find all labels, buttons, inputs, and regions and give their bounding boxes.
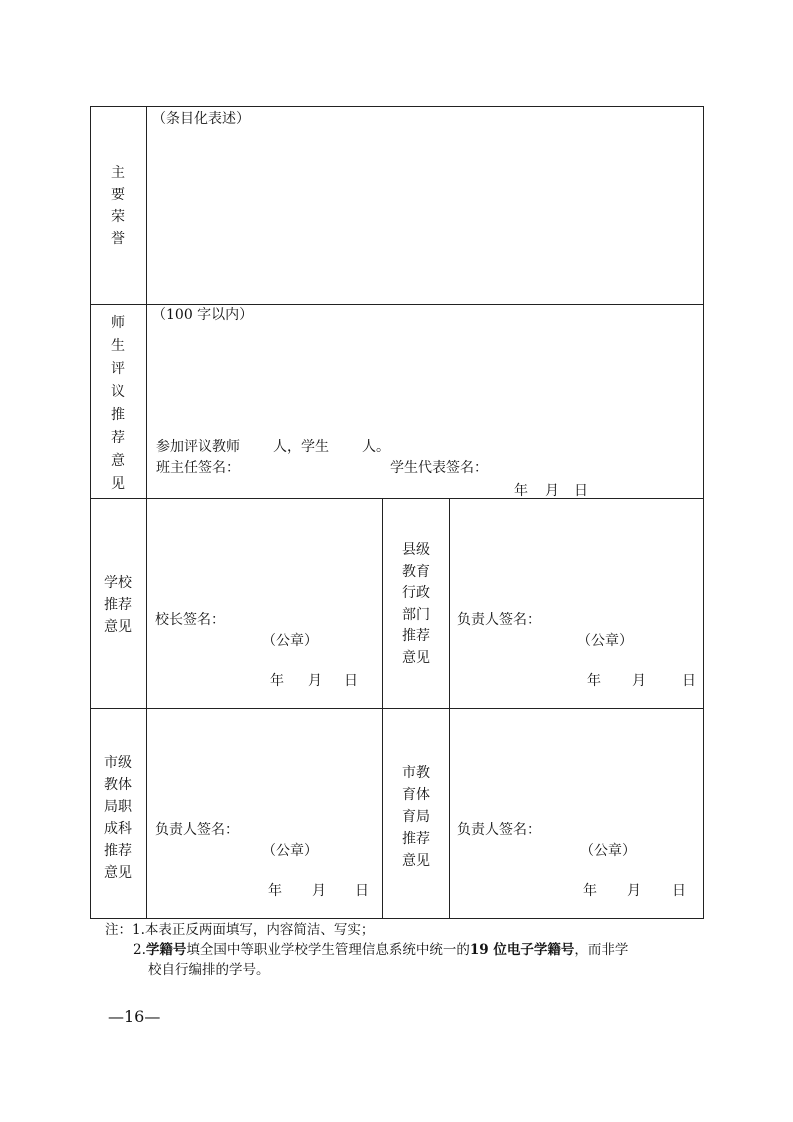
note-2-num: 2. (133, 942, 146, 958)
city-education-label (383, 762, 449, 872)
city-edu-date-day: 日 (672, 883, 686, 899)
row-divider-1 (90, 304, 704, 305)
note-2-bold-electronic-id: 19 位电子学籍号 (469, 942, 575, 958)
school-label-line: 推荐 (104, 597, 132, 613)
evaluation-date-month: 月 (545, 483, 559, 499)
county-recommend-label (383, 540, 449, 669)
city-edu-seal: （公章） (580, 843, 636, 859)
honors-label-line: 誉 (111, 231, 125, 247)
city-bureau-label (90, 752, 146, 884)
school-recommend-label (90, 572, 146, 638)
city-edu-label-line: 推荐 (402, 831, 430, 847)
participants-prefix: 参加评议教师 (156, 439, 240, 455)
evaluation-label-line: 推 (111, 407, 125, 423)
county-label-line: 部门 (402, 606, 430, 623)
honors-label-line: 要 (111, 187, 125, 203)
city-bureau-responsible-sign: 负责人签名： (155, 822, 239, 838)
evaluation-date-day: 日 (574, 483, 588, 499)
table-border-top (90, 106, 704, 107)
note-2-end: ，而非学 (574, 942, 629, 958)
row-divider-3 (90, 708, 704, 709)
evaluation-label-line: 师 (111, 315, 125, 331)
note-2 (133, 940, 628, 960)
city-bureau-seal: （公章） (262, 843, 318, 859)
county-label-line: 行政 (402, 585, 430, 601)
county-responsible-sign: 负责人签名： (457, 612, 541, 628)
participants-student-unit: 人。 (362, 439, 390, 455)
county-date-day: 日 (682, 673, 696, 689)
city-label-line: 意见 (104, 865, 132, 881)
city-edu-label-line: 意见 (402, 853, 430, 869)
county-seal: （公章） (577, 633, 633, 649)
county-label-line: 意见 (402, 649, 430, 666)
principal-sign: 校长签名： (155, 612, 225, 628)
city-bureau-date-month: 月 (312, 883, 326, 899)
evaluation-label (90, 312, 146, 496)
county-label-line: 教育 (402, 563, 430, 580)
school-seal: （公章） (262, 633, 318, 649)
city-edu-label-line: 育体 (402, 787, 430, 803)
school-label-line: 学校 (104, 575, 132, 591)
county-label-line: 推荐 (402, 628, 430, 644)
county-date-month: 月 (632, 673, 646, 689)
evaluation-label-line: 评 (111, 361, 125, 377)
page-number: —16— (108, 1007, 161, 1026)
honors-input-area[interactable] (147, 130, 703, 303)
city-edu-responsible-sign: 负责人签名： (457, 822, 541, 838)
city-label-line: 市级 (104, 755, 132, 771)
city-edu-label-line: 育局 (402, 809, 430, 825)
school-label-line: 意见 (104, 619, 132, 635)
honors-label-line: 主 (111, 165, 125, 181)
honors-hint: （条目化表述） (152, 111, 250, 127)
city-label-line: 教体 (104, 777, 132, 793)
evaluation-date-year: 年 (514, 483, 528, 499)
city-label-line: 局职 (104, 799, 132, 815)
city-label-line: 推荐 (104, 843, 132, 859)
county-date-year: 年 (587, 673, 601, 689)
honors-label (90, 162, 146, 250)
row-divider-2 (90, 498, 704, 499)
city-bureau-date-year: 年 (268, 883, 282, 899)
school-date-day: 日 (344, 673, 358, 689)
note-2-bold-student-id: 学籍号 (145, 942, 187, 958)
school-date-month: 月 (308, 673, 322, 689)
note-2-line2: 校自行编排的学号。 (148, 962, 270, 978)
table-border-right (703, 106, 704, 919)
head-teacher-sign: 班主任签名： (156, 460, 240, 476)
note-prefix: 注： (105, 922, 132, 938)
student-rep-sign: 学生代表签名： (390, 460, 488, 476)
school-date-year: 年 (270, 673, 284, 689)
participants-teacher-unit: 人，学生 (273, 439, 329, 455)
note-2-mid: 填全国中等职业学校学生管理信息系统中统一的 (186, 942, 470, 958)
evaluation-label-line: 意 (111, 453, 125, 469)
county-label-line: 县级 (402, 542, 430, 558)
evaluation-label-line: 生 (111, 338, 125, 354)
evaluation-label-line: 议 (111, 384, 125, 400)
city-edu-date-month: 月 (627, 883, 641, 899)
evaluation-label-line: 荐 (111, 430, 125, 446)
table-border-bottom (90, 918, 704, 919)
city-label-line: 成科 (104, 821, 132, 837)
evaluation-input-area[interactable] (147, 326, 703, 431)
evaluation-hint: （100 字以内） (152, 307, 254, 323)
note-1-text: 1.本表正反两面填写，内容简洁、写实； (132, 922, 375, 938)
honors-label-line: 荣 (111, 209, 125, 225)
city-edu-date-year: 年 (583, 883, 597, 899)
city-bureau-date-day: 日 (355, 883, 369, 899)
evaluation-label-line: 见 (111, 476, 125, 492)
city-edu-label-line: 市教 (402, 765, 430, 781)
note-1 (105, 920, 374, 940)
